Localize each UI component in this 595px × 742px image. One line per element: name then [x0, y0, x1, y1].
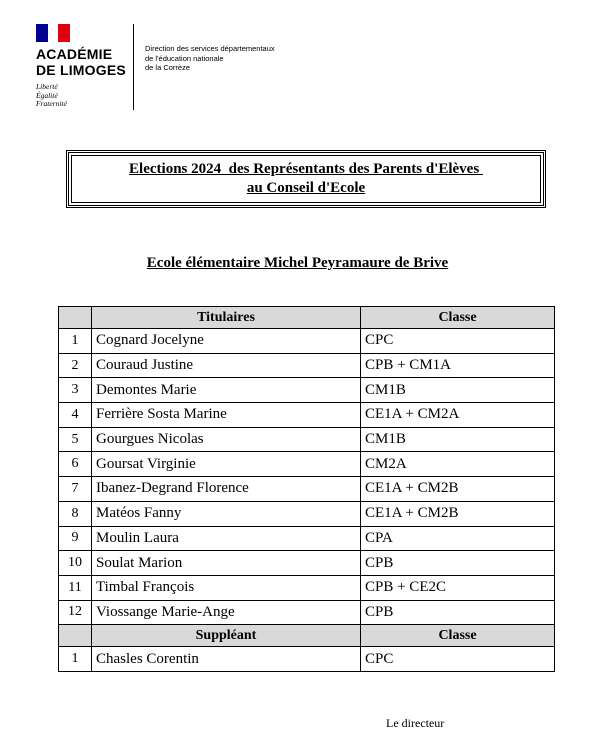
motto-liberte: Liberté	[36, 82, 58, 91]
cell-name: Demontes Marie	[92, 378, 361, 403]
cell-num: 6	[59, 452, 92, 477]
title-line2: au Conseil d'Ecole	[246, 180, 366, 196]
table-row	[59, 452, 555, 477]
cell-name: Viossange Marie-Ange	[92, 600, 361, 625]
republic-motto	[36, 83, 67, 109]
cell-num: 7	[59, 477, 92, 502]
cell-num: 2	[59, 353, 92, 378]
header-suppleant-classe: Classe	[361, 625, 555, 647]
table-row	[59, 403, 555, 428]
cell-classe: CPB + CM1A	[361, 353, 555, 378]
table-row	[59, 378, 555, 403]
cell-num: 1	[59, 329, 92, 354]
academie-name	[36, 46, 126, 78]
school-name: Ecole élémentaire Michel Peyramaure de Brive	[146, 255, 449, 271]
table-row	[59, 526, 555, 551]
cell-classe: CPB	[361, 551, 555, 576]
candidates-table	[58, 306, 555, 672]
direction-line3: de la Corrèze	[145, 63, 191, 72]
cell-classe: CM1B	[361, 378, 555, 403]
cell-num: 4	[59, 403, 92, 428]
titulaires-header-row	[59, 307, 555, 329]
cell-classe: CPC	[361, 647, 555, 672]
table-row	[59, 600, 555, 625]
suppleant-header-row	[59, 625, 555, 647]
cell-name: Matéos Fanny	[92, 501, 361, 526]
cell-classe: CPB + CE2C	[361, 575, 555, 600]
cell-name: Couraud Justine	[92, 353, 361, 378]
titulaires-body	[59, 329, 555, 625]
cell-num: 5	[59, 427, 92, 452]
cell-num: 10	[59, 551, 92, 576]
header-classe: Classe	[361, 307, 555, 329]
cell-name: Ibanez-Degrand Florence	[92, 477, 361, 502]
title-line1: Elections 2024 des Représentants des Parents d'Elèves	[129, 161, 483, 177]
cell-num: 1	[59, 647, 92, 672]
table-row	[59, 501, 555, 526]
cell-name: Timbal François	[92, 575, 361, 600]
cell-name: Soulat Marion	[92, 551, 361, 576]
table-row	[59, 477, 555, 502]
cell-num: 12	[59, 600, 92, 625]
cell-classe: CM1B	[361, 427, 555, 452]
cell-classe: CE1A + CM2B	[361, 501, 555, 526]
cell-name: Gourgues Nicolas	[92, 427, 361, 452]
cell-name: Chasles Corentin	[92, 647, 361, 672]
french-flag-icon	[36, 24, 70, 42]
header-num-cell	[59, 625, 92, 647]
table-row	[59, 551, 555, 576]
motto-fraternite: Fraternité	[36, 99, 67, 108]
cell-num: 8	[59, 501, 92, 526]
cell-classe: CPC	[361, 329, 555, 354]
table-row	[59, 353, 555, 378]
cell-classe: CM2A	[361, 452, 555, 477]
table-row	[59, 427, 555, 452]
direction-text	[145, 44, 275, 73]
cell-name: Ferrière Sosta Marine	[92, 403, 361, 428]
academie-line1: ACADÉMIE	[36, 46, 113, 62]
cell-num: 3	[59, 378, 92, 403]
cell-num: 9	[59, 526, 92, 551]
cell-classe: CPB	[361, 600, 555, 625]
header-suppleant: Suppléant	[92, 625, 361, 647]
table-row	[59, 329, 555, 354]
header-num-cell	[59, 307, 92, 329]
direction-line2: de l'éducation nationale	[145, 53, 224, 63]
direction-line1: Direction des services départementaux	[145, 44, 275, 53]
header-titulaires: Titulaires	[92, 307, 361, 329]
cell-classe: CE1A + CM2B	[361, 477, 555, 502]
cell-name: Goursat Virginie	[92, 452, 361, 477]
motto-egalite: Égalité	[36, 90, 58, 100]
table-row	[59, 647, 555, 672]
suppleants-body	[59, 647, 555, 672]
cell-name: Moulin Laura	[92, 526, 361, 551]
cell-num: 11	[59, 575, 92, 600]
academie-line2: DE LIMOGES	[36, 62, 126, 78]
table-row	[59, 575, 555, 600]
cell-classe: CE1A + CM2A	[361, 403, 555, 428]
signature: Le directeur	[386, 716, 445, 730]
header-divider	[133, 24, 134, 110]
cell-classe: CPA	[361, 526, 555, 551]
cell-name: Cognard Jocelyne	[92, 329, 361, 354]
title-box	[66, 150, 546, 208]
